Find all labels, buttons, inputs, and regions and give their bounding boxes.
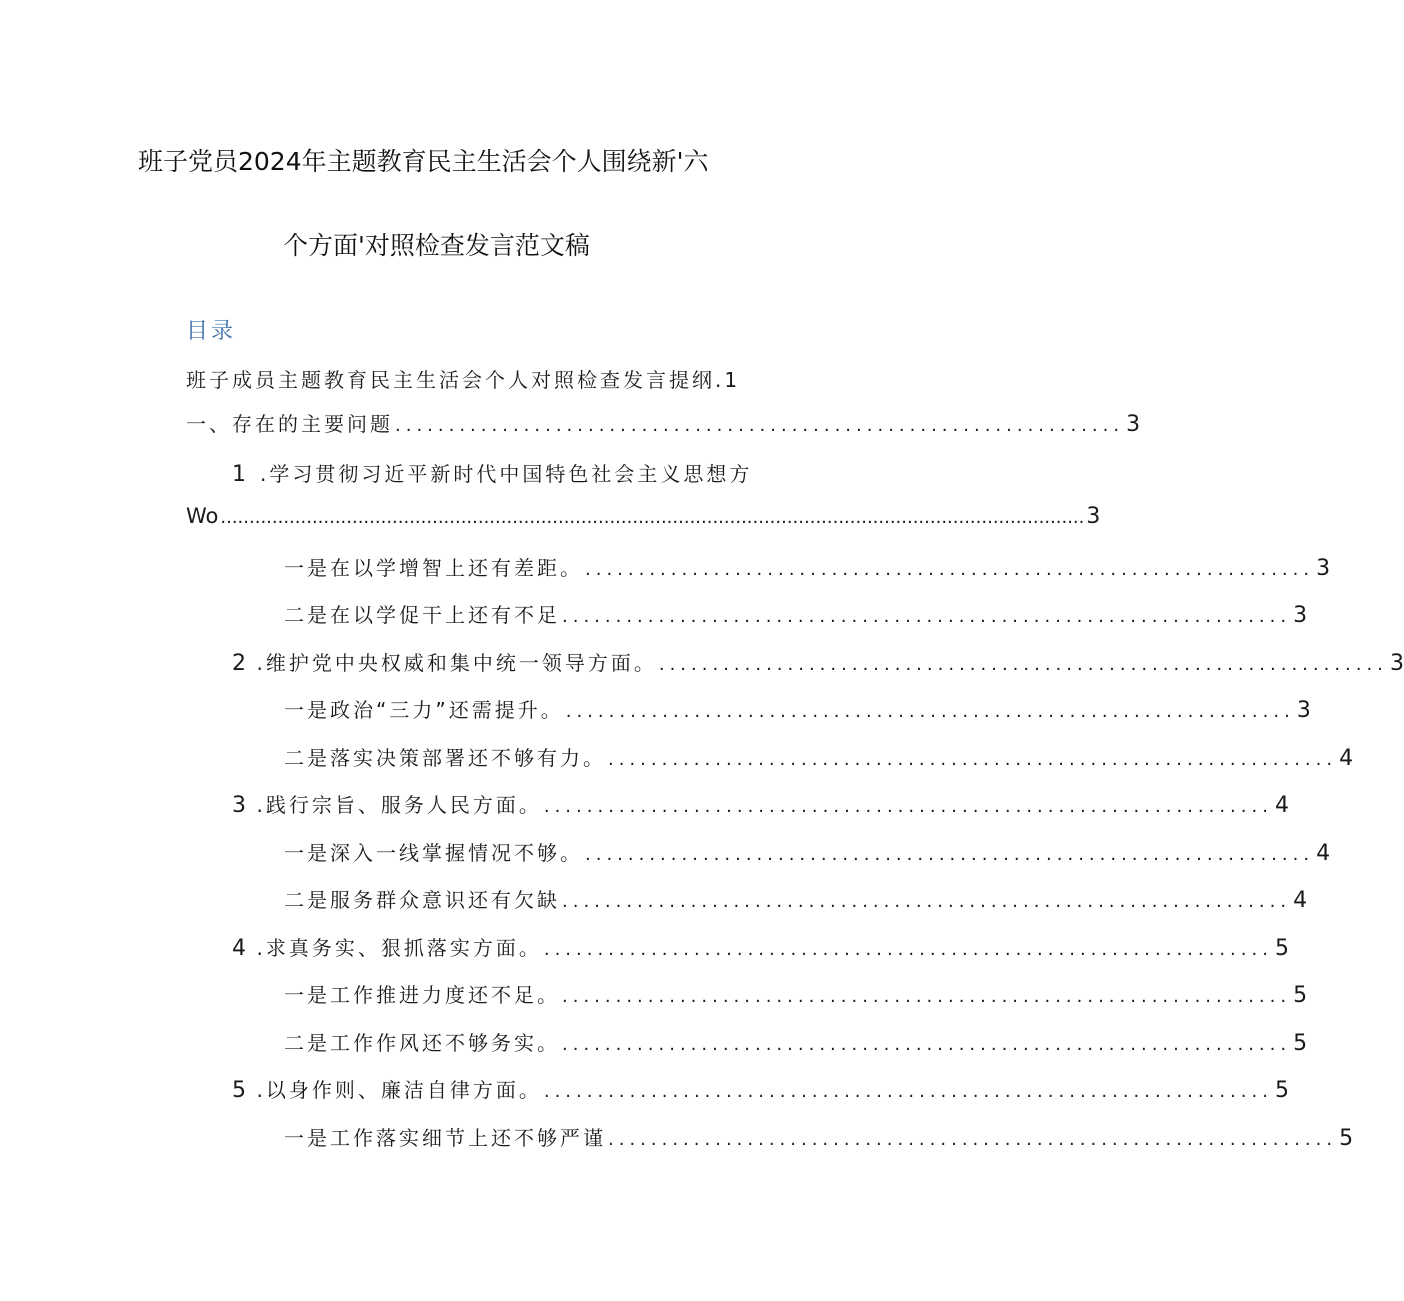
toc-entry-page: 3 [1126, 412, 1141, 437]
toc-entry[interactable] [284, 884, 1308, 916]
toc-entry-page: 5 [1274, 936, 1289, 961]
document-title-line-2: 个方面'对照检查发言范文稿 [283, 231, 590, 260]
toc-entry-page: 5 [1293, 1031, 1308, 1056]
toc-entry-text: 二是工作作风还不够务实。 [284, 1031, 560, 1055]
toc-entry-text: 一是在以学增智上还有差距。 [284, 556, 583, 580]
toc-leader-dots: .................................................................... [543, 796, 1273, 817]
toc-entry-text: 二是服务群众意识还有欠缺 [284, 888, 560, 912]
toc-leader-dots: .................................................................... [562, 1034, 1292, 1055]
toc-entry-text: 一是深入一线掌握情况不够。 [284, 841, 583, 865]
toc-leader-dots: .................................................................... [608, 749, 1338, 770]
toc-leader-dots: .................................................................... [562, 606, 1292, 627]
toc-entry-page: 5 [1339, 1126, 1354, 1151]
toc-entry-text: 一是工作落实细节上还不够严谨 [284, 1126, 606, 1150]
toc-leader-dots: .................................................................... [608, 1129, 1338, 1150]
toc-leader-dots: .................................................................... [565, 701, 1295, 722]
toc-entry[interactable] [284, 1122, 1354, 1154]
toc-entry-text: 二是在以学促干上还有不足 [284, 603, 560, 627]
toc-entry-page: 3 [1296, 698, 1311, 723]
toc-leader-dots: ....................................................................................................................................................... [220, 507, 1085, 528]
toc-entry-page: 5 [1274, 1078, 1289, 1103]
toc-leader-dots: .................................................................... [562, 986, 1292, 1007]
toc-leader-dots: .................................................................... [585, 844, 1315, 865]
toc-entry-text: 二是落实决策部署还不够有力。 [284, 746, 606, 770]
toc-leader-dots: .................................................................... [395, 415, 1125, 436]
toc-entry[interactable] [186, 408, 1141, 440]
toc-entry-page: 3 [1293, 603, 1308, 628]
toc-heading: 目录 [186, 319, 237, 344]
toc-entry-text: 一是工作推进力度还不足。 [284, 983, 560, 1007]
toc-entry-text: Wo [186, 504, 219, 528]
toc-entry[interactable] [232, 647, 1404, 679]
toc-entry[interactable] [284, 599, 1308, 631]
toc-entry-text: .学习贯彻习近平新时代中国特色社会主义思想方 [260, 462, 753, 486]
toc-entry-text: 一是政治“三力”还需提升。 [284, 698, 564, 722]
toc-entry-page: 5 [1293, 983, 1308, 1008]
toc-entry[interactable] [284, 837, 1331, 869]
toc-entry[interactable] [284, 979, 1308, 1011]
toc-entry-number: 4 [232, 936, 247, 961]
toc-entry-number: 2 [232, 651, 247, 676]
toc-entry-page: 4 [1293, 888, 1308, 913]
toc-entry-page: 3 [1389, 651, 1404, 676]
toc-leader-dots: .................................................................... [543, 939, 1273, 960]
toc-entry-page: 3 [1086, 504, 1101, 529]
toc-entry[interactable] [284, 694, 1311, 726]
document-title-line-1: 班子党员2024年主题教育民主生活会个人围绕新'六 [138, 147, 709, 176]
toc-entry[interactable] [284, 742, 1354, 774]
toc-leader-dots: .................................................................... [585, 559, 1315, 580]
toc-entry[interactable] [284, 1027, 1308, 1059]
toc-entry-number: 3 [232, 793, 247, 818]
toc-entry[interactable] [232, 932, 1289, 964]
toc-entry[interactable] [232, 1074, 1289, 1106]
toc-entry[interactable] [232, 789, 1289, 821]
toc-entry-text: .践行宗旨、服务人民方面。 [256, 793, 542, 817]
toc-entry-first[interactable]: 班子成员主题教育民主生活会个人对照检查发言提纲.1 [186, 368, 741, 392]
toc-entry-text: .求真务实、狠抓落实方面。 [256, 936, 542, 960]
toc-entry-text: 一、存在的主要问题 [186, 412, 393, 436]
toc-entry-page: 3 [1316, 556, 1331, 581]
toc-leader-dots: .................................................................... [658, 654, 1388, 675]
toc-entry-page: 4 [1316, 841, 1331, 866]
toc-entry-text: .以身作则、廉洁自律方面。 [256, 1078, 542, 1102]
toc-entry-continuation[interactable] [186, 504, 1101, 536]
toc-entry[interactable] [232, 458, 752, 487]
toc-leader-dots: .................................................................... [562, 891, 1292, 912]
toc-leader-dots: .................................................................... [543, 1081, 1273, 1102]
toc-entry-page: 4 [1274, 793, 1289, 818]
toc-entry[interactable] [284, 552, 1331, 584]
toc-entry-text: .维护党中央权威和集中统一领导方面。 [256, 651, 657, 675]
toc-entry-number: 1 [232, 462, 246, 487]
toc-entry-number: 5 [232, 1078, 247, 1103]
toc-entry-page: 4 [1339, 746, 1354, 771]
